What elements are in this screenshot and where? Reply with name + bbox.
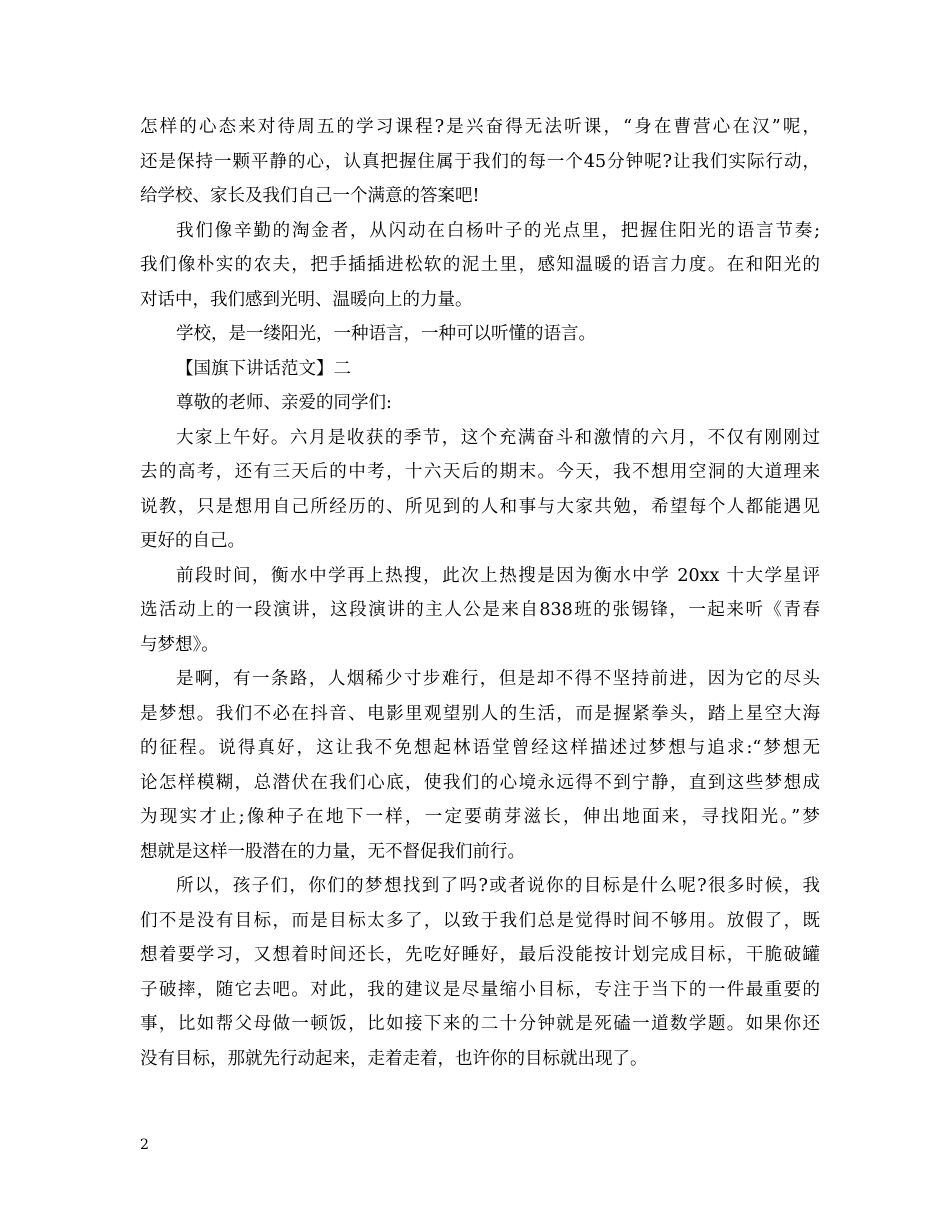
- paragraph: [140, 662, 820, 869]
- text-line: 的征程。说得真好，这让我不免想起林语堂曾经这样描述过梦想与追求:“梦想无: [140, 738, 820, 758]
- paragraph: [140, 352, 820, 387]
- text-line: 子破摔，随它去吧。对此，我的建议是尽量缩小目标，专注于当下的一件最重要的: [140, 979, 820, 1000]
- text-line: 给学校、家长及我们自己一个满意的答案吧!: [140, 186, 480, 206]
- text-line: 是梦想。我们不必在抖音、电影里观望别人的生活，而是握紧拳头，踏上星空大海: [140, 703, 820, 724]
- text-line: 更好的自己。: [140, 531, 245, 551]
- text-line: 没有目标，那就先行动起来，走着走着，也许你的目标就出现了。: [140, 1048, 648, 1069]
- text-line: 所以，孩子们，你们的梦想找到了吗?或者说你的目标是什么呢?很多时候，我: [176, 876, 820, 896]
- text-line: 为现实才止;像种子在地下一样，一定要萌芽滋长，伸出地面来，寻找阳光。”梦: [140, 807, 820, 827]
- text-line: 大家上午好。六月是收获的季节，这个充满奋斗和激情的六月，不仅有刚刚过: [176, 427, 820, 448]
- paragraph: [140, 386, 820, 421]
- text-line: 说教，只是想用自己所经历的、所见到的人和事与大家共勉，希望每个人都能遇见: [140, 496, 820, 517]
- paragraph: [140, 869, 820, 1076]
- paragraph: [140, 559, 820, 663]
- text-line: 前段时间，衡水中学再上热搜，此次上热搜是因为衡水中学 20xx 十大学星评: [176, 565, 820, 586]
- text-line: 我们像辛勤的淘金者，从闪动在白杨叶子的光点里，把握住阳光的语言节奏;: [176, 220, 820, 241]
- text-line: 事，比如帮父母做一顿饭，比如接下来的二十分钟就是死磕一道数学题。如果你还: [140, 1014, 820, 1034]
- text-line: 我们像朴实的农夫，把手插插进松软的泥土里，感知温暖的语言力度。在和阳光的: [140, 255, 820, 275]
- text-line: 们不是没有目标，而是目标太多了，以致于我们总是觉得时间不够用。放假了，既: [140, 910, 820, 931]
- page-number: 2: [140, 1137, 149, 1153]
- text-line: 怎样的心态来对待周五的学习课程?是兴奋得无法听课，“身在曹营心在汉”呢，: [140, 117, 820, 137]
- text-line: 论怎样模糊，总潜伏在我们心底，使我们的心境永远得不到宁静，直到这些梦想成: [140, 772, 820, 793]
- text-line: 选活动上的一段演讲，这段演讲的主人公是来自838班的张锡锋，一起来听《青春: [140, 600, 820, 620]
- text-line: 与梦想》。: [140, 634, 219, 655]
- text-line: 尊敬的老师、亲爱的同学们:: [176, 393, 392, 413]
- paragraph: [140, 214, 820, 318]
- text-line: 还是保持一颗平静的心，认真把握住属于我们的每一个45分钟呢?让我们实际行动，: [140, 151, 820, 172]
- text-line: 对话中，我们感到光明、温暖向上的力量。: [140, 289, 473, 310]
- text-line: 【国旗下讲话范文】二: [176, 358, 351, 379]
- text-line: 想着要学习，又想着时间还长，先吃好睡好，最后没能按计划完成目标，干脆破罐: [140, 945, 820, 965]
- paragraph: [140, 421, 820, 559]
- text-line: 想就是这样一股潜在的力量，无不督促我们前行。: [140, 841, 525, 862]
- text-line: 去的高考，还有三天后的中考，十六天后的期末。今天，我不想用空洞的大道理来: [140, 462, 820, 482]
- paragraph: [140, 317, 820, 352]
- document-body: [140, 110, 820, 1076]
- paragraph: [140, 110, 820, 214]
- text-line: 学校，是一缕阳光，一种语言，一种可以听懂的语言。: [176, 324, 596, 344]
- text-line: 是啊，有一条路，人烟稀少寸步难行，但是却不得不坚持前进，因为它的尽头: [176, 669, 820, 689]
